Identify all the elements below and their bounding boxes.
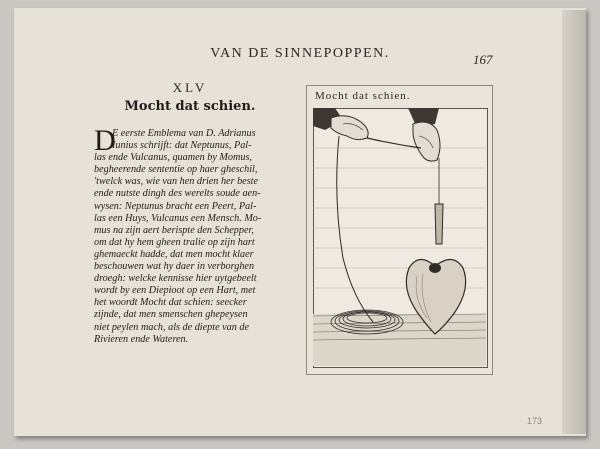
right-hand	[408, 108, 440, 161]
body-line: beschouwen wat hy daer in verborghen	[94, 261, 255, 273]
body-line: mus na zijn aert berispte den Schepper,	[94, 224, 254, 236]
page-edge	[562, 10, 586, 434]
sounding-line	[337, 136, 373, 322]
body-line: zijnde, dat men smenschen ghepeysen	[94, 309, 248, 321]
body-line: Iunius schrijft: dat Neptunus, Pal-	[112, 140, 252, 152]
motto-heading: Mocht dat schien.	[124, 99, 256, 114]
body-line: niet peylen mach, als de diepte van de	[94, 321, 250, 333]
emblem-engraving	[313, 108, 486, 366]
running-head: VAN DE SINNEPOPPEN.	[210, 46, 390, 61]
body-line: begheerende sententie op haer gheschil,	[94, 164, 258, 176]
plumb-lead-icon	[435, 204, 443, 244]
pencil-annotation: 173	[527, 416, 543, 426]
body-line: 'twelck was, wie van hen drien her beste	[94, 176, 259, 188]
body-line: las een Huys, Vulcanus een Mensch. Mo-	[94, 212, 262, 224]
plate-title: Mocht dat schien.	[315, 90, 411, 102]
body-line: wysen: Neptunus bracht een Peert, Pal-	[94, 200, 257, 212]
drop-cap: D	[94, 124, 116, 157]
body-line: ghemaeckt hadde, dat men mocht klaer	[94, 248, 254, 260]
body-text	[94, 124, 302, 346]
body-line: Rivieren ende Wateren.	[94, 333, 189, 345]
body-line: E eerste Emblema van D. Adrianus	[112, 128, 256, 139]
body-line: om dat hy hem gheen tralie op zijn hart	[94, 236, 255, 248]
left-hand	[313, 108, 368, 140]
body-line: het woordt Mocht dat schien: seecker	[94, 297, 247, 309]
body-line: ende nutste dingh des werelts soude aen-	[94, 188, 261, 200]
line-between-hands	[367, 138, 421, 148]
page-number: 167	[473, 52, 493, 67]
ground	[313, 314, 486, 366]
body-line: las ende Vulcanus, quamen by Momus,	[94, 152, 252, 164]
body-line: wordt by een Diepioot op een Hart, met	[94, 285, 256, 297]
body-line: droegh: welcke kennisse hier uytgebeelt	[94, 273, 257, 285]
emblem-number: XLV	[172, 80, 208, 95]
emblem-plate	[306, 85, 493, 375]
